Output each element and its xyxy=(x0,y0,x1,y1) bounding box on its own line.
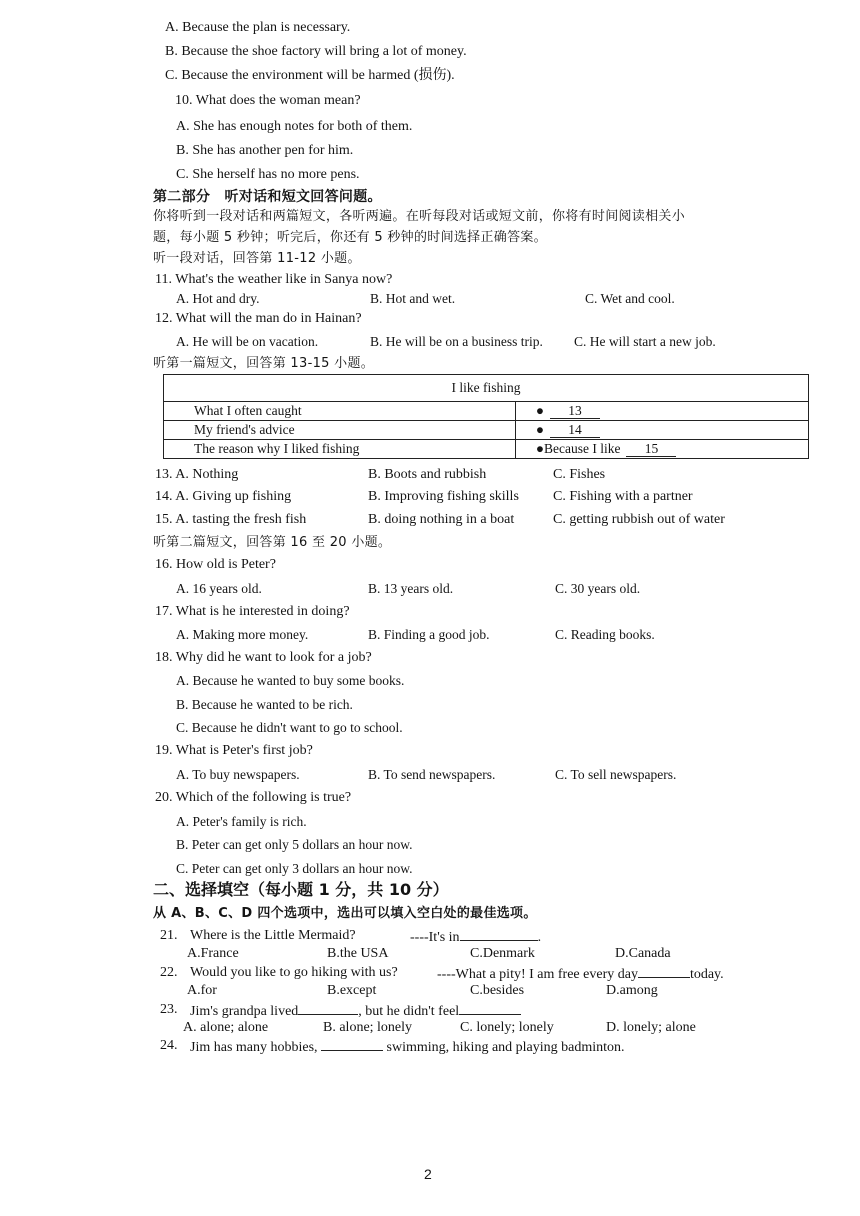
table-row xyxy=(164,421,809,440)
q18-option-b: B. Because he wanted to be rich. xyxy=(176,697,353,712)
q15-option-a: 15. A. tasting the fresh fish xyxy=(155,512,307,527)
q23-option-c: C. lonely; lonely xyxy=(460,1020,554,1035)
answer-blank-14: 14 xyxy=(550,423,600,438)
q21-option-a: A.France xyxy=(187,946,239,961)
table-row: The reason why I liked fishing ●Because I like 15 xyxy=(164,440,809,459)
q22-number: 22. xyxy=(160,965,178,980)
bullet-icon: ● xyxy=(535,441,544,456)
q20-option-a: A. Peter's family is rich. xyxy=(176,814,307,829)
q23-question: Jim's grandpa lived , but he didn't feel xyxy=(190,1001,521,1021)
answer-blank-15: 15 xyxy=(626,442,676,457)
q21-question: Where is the Little Mermaid? xyxy=(190,928,356,943)
section2-title: 二、选择填空（每小题 1 分，共 10 分） xyxy=(153,880,449,899)
bullet-icon: ● xyxy=(535,403,544,418)
q9-option-b: B. Because the shoe factory will bring a lot of money. xyxy=(165,44,467,59)
table-row xyxy=(164,402,809,421)
q23-option-a: A. alone; alone xyxy=(183,1020,269,1035)
page-number: 2 xyxy=(424,1166,432,1182)
q14-option-b: B. Improving fishing skills xyxy=(368,489,519,504)
q10-option-c: C. She herself has no more pens. xyxy=(176,167,360,182)
q22-question: Would you like to go hiking with us? xyxy=(190,965,398,980)
blank-line xyxy=(638,964,690,978)
q10-option-b: B. She has another pen for him. xyxy=(176,143,354,158)
q18-option-c: C. Because he didn't want to go to school. xyxy=(176,720,403,735)
q19-option-b: B. To send newspapers. xyxy=(368,767,496,782)
q17-option-a: A. Making more money. xyxy=(176,627,309,642)
q22-option-a: A.for xyxy=(187,983,217,998)
row-label: What I often caught xyxy=(164,402,516,421)
dialog-header: 听一段对话，回答第 11-12 小题。 xyxy=(153,251,361,266)
q13-option-c: C. Fishes xyxy=(553,467,606,482)
passage1-header: 听第一篇短文，回答第 13-15 小题。 xyxy=(153,356,375,371)
table-title: I like fishing xyxy=(164,375,809,402)
part2-intro-line1: 你将听到一段对话和两篇短文，各听两遍。在听每段对话或短文前，你将有时间阅读相关小 xyxy=(153,209,686,224)
q9-option-a: A. Because the plan is necessary. xyxy=(165,20,351,35)
q14-option-c: C. Fishing with a partner xyxy=(553,489,693,504)
q21-number: 21. xyxy=(160,928,178,943)
q23-number: 23. xyxy=(160,1002,178,1017)
q13-option-b: B. Boots and rubbish xyxy=(368,467,487,482)
blank-line xyxy=(459,1001,521,1015)
q16-option-c: C. 30 years old. xyxy=(555,581,641,596)
answer-blank-13: 13 xyxy=(550,404,600,419)
q11-stem: 11. What's the weather like in Sanya now? xyxy=(155,272,393,287)
q15-option-c: C. getting rubbish out of water xyxy=(553,512,725,527)
blank-line xyxy=(460,927,538,941)
q24-question: Jim has many hobbies, swimming, hiking and playing badminton. xyxy=(190,1037,625,1057)
q10-stem: 10. What does the woman mean? xyxy=(175,93,361,108)
row-label: The reason why I liked fishing xyxy=(164,440,516,459)
row-label: My friend's advice xyxy=(164,421,516,440)
q20-stem: 20. Which of the following is true? xyxy=(155,790,352,805)
q13-option-a: 13. A. Nothing xyxy=(155,467,239,482)
q24-number: 24. xyxy=(160,1038,178,1053)
q21-option-b: B.the USA xyxy=(327,946,389,961)
q10-option-a: A. She has enough notes for both of them. xyxy=(176,119,413,134)
q23-option-d: D. lonely; alone xyxy=(606,1020,696,1035)
q18-stem: 18. Why did he want to look for a job? xyxy=(155,650,372,665)
part2-intro-line2: 题，每小题 5 秒钟；听完后，你还有 5 秒钟的时间选择正确答案。 xyxy=(153,230,547,245)
q15-option-b: B. doing nothing in a boat xyxy=(368,512,515,527)
q9-option-c: C. Because the environment will be harmed (损伤). xyxy=(165,68,455,83)
q11-option-a: A. Hot and dry. xyxy=(176,291,260,306)
fishing-table xyxy=(163,374,809,459)
blank-line xyxy=(321,1037,383,1051)
section2-instruction: 从 A、B、C、D 四个选项中，选出可以填入空白处的最佳选项。 xyxy=(153,906,537,921)
q21-option-c: C.Denmark xyxy=(470,946,535,961)
q17-option-c: C. Reading books. xyxy=(555,627,655,642)
q19-stem: 19. What is Peter's first job? xyxy=(155,743,313,758)
q20-option-b: B. Peter can get only 5 dollars an hour now. xyxy=(176,837,413,852)
q16-option-a: A. 16 years old. xyxy=(176,581,262,596)
q20-option-c: C. Peter can get only 3 dollars an hour now. xyxy=(176,861,413,876)
q22-option-b: B.except xyxy=(327,983,377,998)
passage2-header: 听第二篇短文，回答第 16 至 20 小题。 xyxy=(153,535,392,550)
q22-answer: ----What a pity! I am free every day today. xyxy=(437,964,724,984)
q21-option-d: D.Canada xyxy=(615,946,671,961)
q19-option-c: C. To sell newspapers. xyxy=(555,767,677,782)
q19-option-a: A. To buy newspapers. xyxy=(176,767,300,782)
q22-option-d: D.among xyxy=(606,983,658,998)
q12-option-b: B. He will be on a business trip. xyxy=(370,334,543,349)
q17-stem: 17. What is he interested in doing? xyxy=(155,604,350,619)
part2-title: 第二部分 听对话和短文回答问题。 xyxy=(153,189,382,205)
q22-option-c: C.besides xyxy=(470,983,525,998)
q23-option-b: B. alone; lonely xyxy=(323,1020,413,1035)
q18-option-a: A. Because he wanted to buy some books. xyxy=(176,673,405,688)
q16-option-b: B. 13 years old. xyxy=(368,581,454,596)
q12-option-a: A. He will be on vacation. xyxy=(176,334,319,349)
q11-option-b: B. Hot and wet. xyxy=(370,291,456,306)
q17-option-b: B. Finding a good job. xyxy=(368,627,490,642)
bullet-icon: ● xyxy=(535,422,544,437)
q14-option-a: 14. A. Giving up fishing xyxy=(155,489,292,504)
q21-answer: ----It's in . xyxy=(410,927,541,947)
q12-stem: 12. What will the man do in Hainan? xyxy=(155,311,362,326)
q12-option-c: C. He will start a new job. xyxy=(574,334,716,349)
q16-stem: 16. How old is Peter? xyxy=(155,557,276,572)
q11-option-c: C. Wet and cool. xyxy=(585,291,675,306)
blank-line xyxy=(298,1001,358,1015)
